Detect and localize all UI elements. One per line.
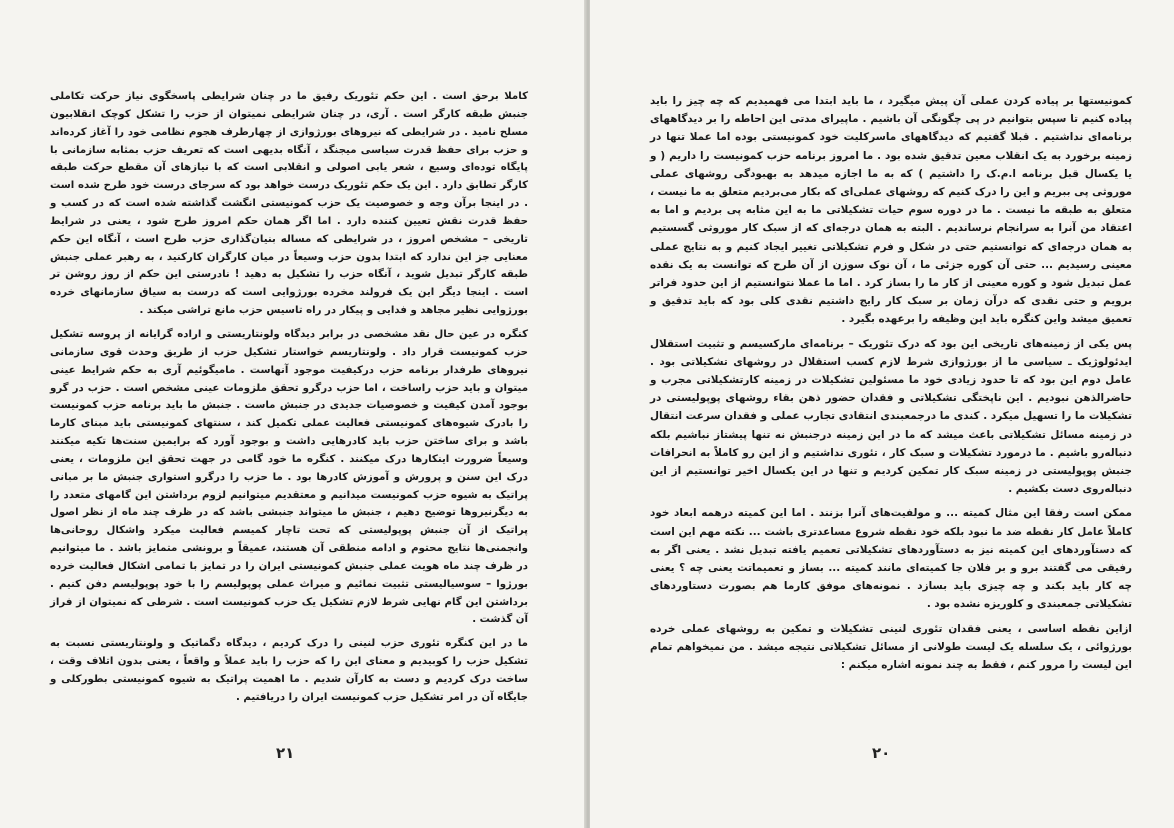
paragraph: پس یکی از زمینه‌های تاریخی این بود که درک تئوریک – برنامه‌ای مارکسیسم و تثبیت استقلال ایدئولوژیک ـ سیاسی ما از بورژوازی شرط لازم کسب استقلال در روشهای تشکیلاتی بود . عامل دوم این بود که تا حدود زیادی خود ما مسئولین تشکیلات در زمینه کارتشکیلاتی مجرب و حاضرالذهن نبودیم . این ناپختگی تشکیلاتی و فقدان حضور ذهن بقاء روشهای پوپولیستی در تشکیلات ما را تسهیل میکرد . کندی ما درجمعبندی انتقادی تجارب عملی و فقدان سرعت انتقال در زمینه مسائل تشکیلاتی باعث میشد که ما در این زمینه درجنبش نه تنها پیشتاز نباشیم بلکه دنباله‌رو باشیم . ما درمورد تشکیلات و سبک کار ، تئوری نداشتیم و از این رو کاملاً به انحرافات جنبش پوپولیستی در زمینه سبک کار تمکین کردیم و تنها در این یکسال اخیر توانستیم از این دنباله‌روی دست بکشیم .: [650, 337, 1132, 496]
page-number: ۲۰: [872, 744, 891, 762]
paragraph: ما در این کنگره تئوری حزب لنینی را درک کردیم ، دیدگاه دگماتیک و ولونتاریستی نسبت به تشکیل حزب را کوبیدیم و معنای این را که حزب را باید عملاً و واقعاً ، یعنی بدون اتلاف وقت ، ساخت درک کردیم و دست به کارآن شدیم . ما اهمیت پراتیک به شیوه کمونیستی بطورکلی و جایگاه آن در امر تشکیل حزب کمونیست ایران را دریافتیم .: [50, 638, 528, 703]
paragraph: ازاین نقطه اساسی ، یعنی فقدان تئوری لنینی تشکیلات و تمکین به روشهای عملی خرده بورژوائی ، یک سلسله یک لیست طولانی از مسائل تشکیلاتی نتیجه میشد . من نمیخواهم تمام این لیست را مرور کنم ، فقط به چند نمونه اشاره میکنم :: [650, 622, 1132, 672]
paragraph: کاملا برحق است . این حکم تئوریک رفیق ما در چنان شرایطی پاسخگوی نیاز حرکت تکاملی جنبش طبقه کارگر است . آری، در چنان شرایطی نمیتوان از حزب را تشکل کوچک انقلابیون مسلح نامید . در شرایطی که نیروهای بورژوازی از چهارطرف هجوم نظامی خود را آغاز کرده‌اند و حزب برای حفظ قدرت سیاسی میجنگد ، آنگاه بدیهی است که تعریف حزب بمثابه سازمانی با پایگاه توده‌ای وسیع ، شعر یابی اصولی و انقلابی است که با نیازهای آن مقطع حرکت طبقه کارگر تطابق دارد . این یک حکم تئوریک درست خواهد بود که سرجای درست خود طرح شده است . در اینجا برآن وجه و خصوصیت یک حزب کمونیستی انگشت گذاشته شده است که در کسب و حفظ قدرت نقش تعیین کننده دارد . اما اگر همان حکم امروز طرح شود ، یعنی در شرایط تاریخی – مشخص امروز ، در شرایطی که مساله بنیان‌گذاری حزب طرح است ، آنگاه این حکم معنایی جز این ندارد که ابتدا بدون حزب وسیعاً در میان کارگران کارکنید ، به رهبر عملی جنبش طبقه کارگر تبدیل شوید ، آنگاه حزب را تشکیل به دهید ! نادرستی این حکم از روز روشن تر است . اینجا دیگر این یک فرولند مخرده بورژوایی است که درست به سیاق سازمانهای خرده بورژوایی نظیر مجاهد و فدایی و پیکار در راه تاسیس حزب مانع تراشی میکند .: [50, 91, 528, 317]
paragraph: کمونیستها بر پیاده کردن عملی آن پیش میگیرد ، ما باید ابتدا می فهمیدیم که چه چیز را باید پیاده کنیم تا سپس بتوانیم در پی چگونگی آن باشیم . ماپیرای مدتی این احاطه را بر دیدگاههای برنامه‌ای نداشتیم . قبلا گفتیم که دیدگاههای ماسرکلیت خود کمونیستی بوده اما عملا تنها در زمینه برخورد به یک انقلاب معین تدقیق شده بود . ما امروز برنامه حزب کمونیست را داریم ( و یا یکسال قبل برنامه ا.م.ک را داشتیم ) که به ما اجازه میدهد به بهبودگی روشهای عملی موروثی پی ببریم و این را درک کنیم که روشهای عملی‌ای که بکار می‌بردیم متعلق به ما نیست ، متعلق به طبقه ما نیست . ما در دوره سوم حیات تشکیلاتی ما به این مثابه پی بردیم و اما به اعتقاد من آنرا به سرانجام نرساندیم . البته به همان درجه‌ای که از سبک کار موروثی گسستیم به همان درجه‌ای که توانستیم حتی در شکل و فرم تشکیلاتی تغییر ایجاد کنیم و به نتایج عملی معینی رسیدیم ... حتی آن کوره جزئی ما ، آن نوک سوزن از آن طرح که توانست به یک نقده عمل تبدیل شود و کوره معینی از کار ما را بساز کرد . اما ما عملا نتوانستیم از این حدود فراتر برویم و حتی نقدی که درآن زمان بر سبک کار رایج داشتیم نقدی کلی بود که باید تدقیق و تعمیق میشد واین کنگره باید این وظیفه را برعهده بگیرد .: [650, 95, 1132, 326]
paragraph: ممکن است رفقا این مثال کمیته ... و مولفیت‌های آنرا بزنند . اما این کمیته درهمه ابعاد خود کاملاً عامل کار نقطه ضد ما نبود بلکه خود نقطه شروع مساعدتری باشت ... نکته مهم این است که دستآوردهای این کمیته نیز به دستآوردهای تشکیلاتی تعمیم یافته تبدیل نشد . یعنی اگر به رفیقی می گفتند برو و بر فلان جا کمیته‌ای مانند کمیته ... بساز و تعمیماتت یعنی چه ؟ یعنی چه کار باید بکند و چه چیزی باید بسازد . نمونه‌های موفق کارما هم بصورت دستاوردهای تشکیلاتی جمعبندی و کلوریزه نشده بود .: [650, 507, 1132, 611]
right-page-text: [650, 92, 1132, 680]
paragraph: کنگره در عین حال نقد مشخصی در برابر دیدگاه ولونتاریستی و اراده گرایانه از پروسه تشکیل حزب کمونیست قرار داد . ولونتاریسم خواستار تشکیل حزب از طریق وحدت قوی سازمانی نیروهای طرفدار برنامه حزب درکیفیت موجود آنهاست . مامیگوئیم آری به حکم شرایط عینی میتوان و باید حزب راساخت ، اما حزب درگرو تحقق ملزومات عینی مشخص است . حزب در گرو بوجود آمدن کیفیت و خصوصیات جدیدی در جنبش ماست . جنبش ما باید برنامه حزب کمونیست را بادرک شیوه‌های کمونیستی فعالیت عملی تکمیل کند ، سنتهای کمونیستی باید مبنای کارما باشد و برای ساختن حزب باید کادرهایی داشت و بوجود آورد که برایمین سنت‌ها تکیه میکنند وسیعاً ضرورت اینکارها درک میکنند . کنگره ما خود گامی در جهت تحقق این ملزومات ، یعنی درک این سنن و پرورش و آموزش کادرها بود . ما حزب را درگرو استواری جنبش ما بر مبانی پراتیک به شیوه حزب کمونیست میدانیم و معتقدیم میتوانیم لزوم برداشتن این گامهای متعدد را به دیگرنیروها توضیح دهیم ، جنبش ما میتواند جنبشی باشد که در ظرف چند ماه از نظر اصول پراتیک از آن جنبش پوپولیستی که تحت تاچار کمیسم فعالیت میکرد واشکال روحانی‌ها وانجمنی‌ها نتایج محتوم و ادامه منطقی آن هستند، عمیقاً و برونشی متمایز باشد . ما میتوانیم در ظرف چند ماه هویت عملی جنبش کمونیستی ایران را در تمایز با تمامی اشکال فعالیت خرده بورژوا – سوسیالیستی تثبیت نمائیم و میراث عملی پوپولیسم را با خود پوپولیسم دفن کنیم . برداشتن این گام نهایی شرط لازم تشکیل یک حزب کمونیست است . شرطی که نمیتوان از فراز آن گذشت .: [50, 328, 528, 626]
left-page-text: [50, 88, 528, 713]
left-page: [0, 0, 586, 828]
right-page: [590, 0, 1174, 828]
page-number: ۲۱: [276, 744, 295, 762]
